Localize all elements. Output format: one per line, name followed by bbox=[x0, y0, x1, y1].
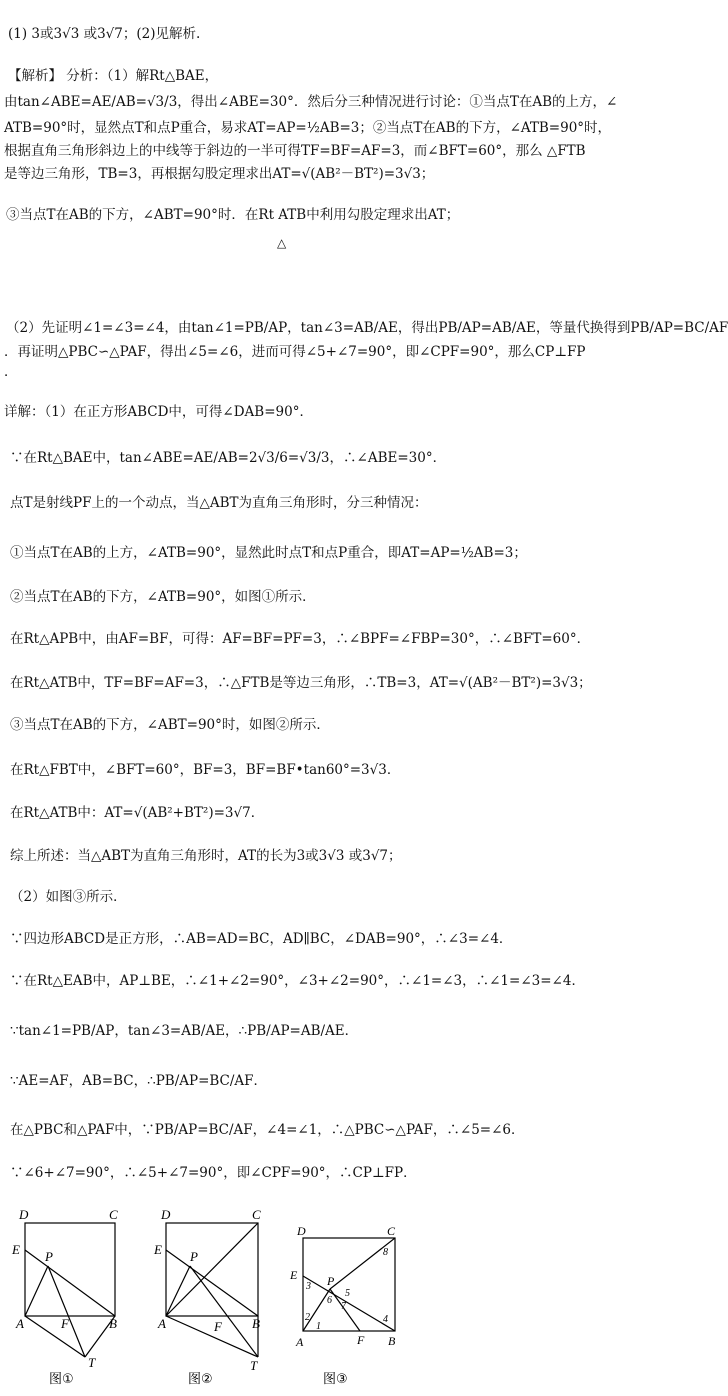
analysis-line-5: 是等边三角形，TB=3，再根据勾股定理求出AT=√(AB²－BT²)=3√3； bbox=[4, 166, 435, 182]
answer-line: (1) 3或3√3 或3√7；(2)见解析. bbox=[8, 26, 201, 42]
fig2-label-A: A bbox=[158, 1316, 166, 1331]
solution-line-16: ∵AE=AF，AB=BC，∴PB/AP=BC/AF． bbox=[10, 1073, 268, 1089]
solution-line-10: 在Rt△ATB中：AT=√(AB²+BT²)=3√7． bbox=[10, 805, 265, 821]
fig2-caption: 图② bbox=[188, 1372, 213, 1387]
analysis-part2-line-1: （2）先证明∠1=∠3=∠4，由tan∠1=PB/AP，tan∠3=AB/AE，得出PB/AP=AB/AE，等量代换得到PB/AP=BC/AF bbox=[6, 320, 728, 336]
fig3-label-F: F bbox=[357, 1333, 365, 1347]
fig3-angle-2: 2 bbox=[305, 1312, 310, 1323]
missing-triangle-symbol: △ bbox=[277, 236, 287, 250]
analysis-part2-line-2: ．再证明△PBC∽△PAF，得出∠5=∠6，进而可得∠5+∠7=90°，即∠CPF=90°，那么CP⊥FP bbox=[4, 344, 586, 360]
solution-line-18: ∵∠6+∠7=90°，∴∠5+∠7=90°，即∠CPF=90°，∴CP⊥FP． bbox=[10, 1165, 417, 1181]
fig3-angle-7: 7 bbox=[341, 1301, 346, 1312]
fig2-label-F: F bbox=[214, 1319, 222, 1334]
solution-line-17: 在△PBC和△PAF中，∵PB/AP=BC/AF，∠4=∠1，∴△PBC∽△PAF，∴∠5=∠6． bbox=[10, 1122, 525, 1138]
fig1-label-F: F bbox=[61, 1316, 69, 1331]
fig3-angle-5: 5 bbox=[345, 1288, 350, 1299]
solution-line-8: ③当点T在AB的下方，∠ABT=90°时，如图②所示． bbox=[10, 717, 330, 733]
fig2-label-B: B bbox=[252, 1316, 260, 1331]
fig3-angle-6: 6 bbox=[327, 1295, 332, 1306]
solution-line-11: 综上所述：当△ABT为直角三角形时，AT的长为3或3√3 或3√7； bbox=[10, 848, 402, 864]
analysis-line-6: ③当点T在AB的下方，∠ABT=90°时．在Rt ATB中利用勾股定理求出AT； bbox=[6, 207, 460, 223]
fig3-caption: 图③ bbox=[323, 1372, 348, 1387]
fig1-label-E: E bbox=[12, 1242, 20, 1257]
fig1-label-B: B bbox=[109, 1316, 117, 1331]
solution-line-7: 在Rt△ATB中，TF=BF=AF=3，∴△FTB是等边三角形，∴TB=3，AT=√(AB²－BT²)=3√3； bbox=[10, 675, 592, 691]
solution-line-9: 在Rt△FBT中，∠BFT=60°，BF=3，BF=BF•tan60°=3√3． bbox=[10, 762, 401, 778]
fig3-label-P: P bbox=[327, 1274, 335, 1288]
figure-3 bbox=[285, 1205, 420, 1395]
fig3-label-D: D bbox=[297, 1224, 306, 1238]
fig3-label-C: C bbox=[387, 1224, 396, 1238]
fig1-label-T: T bbox=[88, 1355, 96, 1370]
fig3-angle-1: 1 bbox=[316, 1321, 321, 1332]
solution-line-3: 点T是射线PF上的一个动点，当△ABT为直角三角形时，分三种情况： bbox=[10, 495, 428, 511]
solution-line-4: ①当点T在AB的上方，∠ATB=90°，显然此时点T和点P重合，即AT=AP=½AB=3； bbox=[10, 545, 527, 561]
solution-line-12: （2）如图③所示． bbox=[10, 889, 127, 905]
analysis-heading: 【解析】 分析：（1）解Rt△BAE， bbox=[8, 68, 219, 84]
fig3-angle-4: 4 bbox=[383, 1314, 388, 1325]
fig3-label-A: A bbox=[296, 1335, 304, 1349]
solution-line-5: ②当点T在AB的下方，∠ATB=90°，如图①所示． bbox=[10, 589, 316, 605]
fig3-label-B: B bbox=[388, 1334, 396, 1348]
fig2-label-T: T bbox=[250, 1358, 258, 1373]
solution-line-15: ∵tan∠1=PB/AP，tan∠3=AB/AE，∴PB/AP=AB/AE． bbox=[10, 1023, 359, 1039]
fig3-label-E: E bbox=[290, 1268, 298, 1282]
figure-1 bbox=[5, 1205, 155, 1395]
analysis-line-4: 根据直角三角形斜边上的中线等于斜边的一半可得TF=BF=AF=3，而∠BFT=60°，那么 △FTB bbox=[4, 143, 586, 159]
solution-line-1: 详解：（1）在正方形ABCD中，可得∠DAB=90°． bbox=[4, 404, 313, 420]
solution-line-2: ∵在Rt△BAE中，tan∠ABE=AE/AB=2√3/6=√3/3，∴∠ABE=30°． bbox=[10, 450, 447, 466]
figure-2 bbox=[150, 1205, 280, 1395]
solution-line-14: ∵在Rt△EAB中，AP⊥BE，∴∠1+∠2=90°，∠3+∠2=90°，∴∠1=∠3，∴∠1=∠3=∠4． bbox=[10, 973, 585, 989]
fig3-angle-3: 3 bbox=[306, 1281, 311, 1292]
fig2-label-C: C bbox=[252, 1207, 261, 1222]
fig1-label-P: P bbox=[45, 1249, 53, 1264]
analysis-part2-line-3: ． bbox=[4, 364, 18, 380]
fig1-label-C: C bbox=[109, 1207, 118, 1222]
solution-line-6: 在Rt△APB中，由AF=BF，可得：AF=BF=PF=3，∴∠BPF=∠FBP=30°，∴∠BFT=60°． bbox=[10, 631, 591, 647]
fig2-label-E: E bbox=[154, 1242, 162, 1257]
fig3-angle-8: 8 bbox=[383, 1247, 388, 1258]
fig2-label-P: P bbox=[190, 1249, 198, 1264]
analysis-line-2: 由tan∠ABE=AE/AB=√3/3，得出∠ABE=30°．然后分三种情况进行讨论：①当点T在AB的上方，∠ bbox=[4, 94, 618, 110]
solution-line-13: ∵四边形ABCD是正方形，∴AB=AD=BC，AD∥BC，∠DAB=90°，∴∠3=∠4． bbox=[10, 931, 513, 947]
fig2-label-D: D bbox=[161, 1207, 171, 1222]
analysis-line-3: ATB=90°时，显然点T和点P重合，易求AT=AP=½AB=3；②当点T在AB的下方，∠ATB=90°时， bbox=[4, 120, 612, 136]
fig1-caption: 图① bbox=[49, 1372, 74, 1387]
fig1-label-D: D bbox=[19, 1207, 29, 1222]
fig1-label-A: A bbox=[16, 1316, 24, 1331]
